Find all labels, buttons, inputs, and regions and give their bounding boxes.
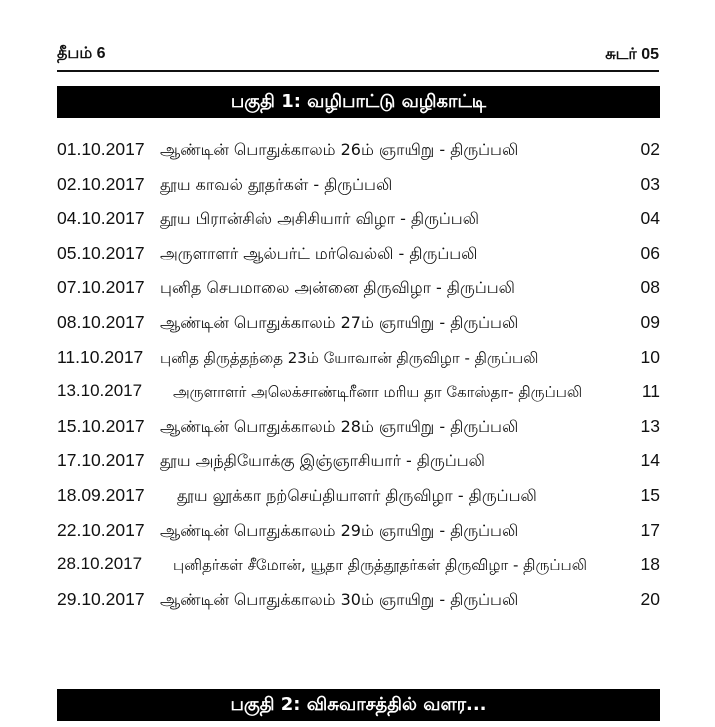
entry-title: ஆண்டின் பொதுக்காலம் 29ம் ஞாயிறு - திருப்பலி xyxy=(160,520,519,540)
toc-entry[interactable] xyxy=(57,376,660,411)
toc-entry[interactable] xyxy=(57,342,660,377)
entry-page: 06 xyxy=(640,242,660,263)
toc-entry[interactable] xyxy=(57,134,660,169)
entry-page: 15 xyxy=(640,484,660,505)
section-1-heading: பகுதி 1: வழிபாட்டு வழிகாட்டி xyxy=(57,86,660,118)
toc-entry[interactable] xyxy=(57,238,660,273)
entry-date: 29.10.2017 xyxy=(57,588,145,609)
entry-title: ஆண்டின் பொதுக்காலம் 26ம் ஞாயிறு - திருப்பலி xyxy=(160,140,519,159)
entry-date: 18.09.2017 xyxy=(57,484,145,505)
entry-title: தூய லூக்கா நற்செய்தியாளர் திருவிழா - திருப்பலி xyxy=(177,485,537,505)
page-header xyxy=(57,44,659,72)
section-2-heading: பகுதி 2: விசுவாசத்தில் வளர... xyxy=(57,689,660,721)
entry-date: 02.10.2017 xyxy=(57,173,145,194)
entry-page: 10 xyxy=(640,346,660,367)
toc-entry[interactable] xyxy=(57,169,660,204)
issue-label: தீபம் 6 xyxy=(57,45,106,62)
entry-date: 07.10.2017 xyxy=(57,277,145,298)
toc-entry[interactable] xyxy=(57,411,660,446)
entry-title: புனிதர்கள் சீமோன், யூதா திருத்தூதர்கள் திருவிழா - திருப்பலி xyxy=(173,556,587,575)
entry-title: ஆண்டின் பொதுக்காலம் 27ம் ஞாயிறு - திருப்பலி xyxy=(160,312,519,332)
entry-date: 13.10.2017 xyxy=(57,381,143,401)
entry-page: 11 xyxy=(641,381,660,402)
toc-entry[interactable] xyxy=(57,445,660,480)
entry-date: 15.10.2017 xyxy=(57,415,145,436)
toc-entry[interactable] xyxy=(57,549,660,584)
entry-date: 28.10.2017 xyxy=(57,554,143,574)
entry-page: 14 xyxy=(640,450,660,471)
toc-entry[interactable] xyxy=(57,515,660,550)
entry-page: 03 xyxy=(640,173,660,194)
entry-title: புனித செபமாலை அன்னை திருவிழா - திருப்பலி xyxy=(160,278,515,298)
entry-title: அருளாளர் ஆல்பர்ட் மர்வெல்லி - திருப்பலி xyxy=(160,243,478,263)
entry-date: 05.10.2017 xyxy=(57,242,145,263)
entry-title: அருளாளர் அலெக்சாண்டிரீனா மரிய தா கோஸ்தா- திருப்பலி xyxy=(173,383,583,402)
entry-title: தூய பிரான்சிஸ் அசிசியார் விழா - திருப்பலி xyxy=(160,209,479,229)
toc-entry[interactable] xyxy=(57,203,660,238)
entry-date: 11.10.2017 xyxy=(57,346,144,367)
entry-page: 13 xyxy=(640,415,660,436)
toc-entry[interactable] xyxy=(57,272,660,307)
number-label: சுடர் 05 xyxy=(605,46,659,63)
entry-title: தூய அந்தியோக்கு இஞ்ஞாசியார் - திருப்பலி xyxy=(160,451,485,471)
entry-page: 18 xyxy=(640,554,660,575)
toc-entry[interactable] xyxy=(57,307,660,342)
entry-date: 22.10.2017 xyxy=(57,519,145,540)
entry-title: ஆண்டின் பொதுக்காலம் 28ம் ஞாயிறு - திருப்பலி xyxy=(160,416,519,436)
entry-page: 04 xyxy=(640,208,660,229)
entry-title: ஆண்டின் பொதுக்காலம் 30ம் ஞாயிறு - திருப்பலி xyxy=(160,589,519,609)
entry-date: 17.10.2017 xyxy=(57,450,145,471)
entry-title: புனித திருத்தந்தை 23ம் யோவான் திருவிழா - திருப்பலி xyxy=(160,348,539,367)
entry-page: 02 xyxy=(640,139,660,159)
entry-date: 04.10.2017 xyxy=(57,208,145,229)
entry-page: 20 xyxy=(640,588,660,609)
toc-entry[interactable] xyxy=(57,480,660,515)
toc-entry[interactable] xyxy=(57,584,660,619)
entry-title: தூய காவல் தூதர்கள் - திருப்பலி xyxy=(160,174,393,194)
entry-date: 01.10.2017 xyxy=(57,139,145,159)
entry-page: 17 xyxy=(640,519,660,540)
entry-page: 08 xyxy=(640,277,660,298)
entry-date: 08.10.2017 xyxy=(57,311,145,332)
table-of-contents xyxy=(57,134,660,618)
entry-page: 09 xyxy=(640,311,660,332)
